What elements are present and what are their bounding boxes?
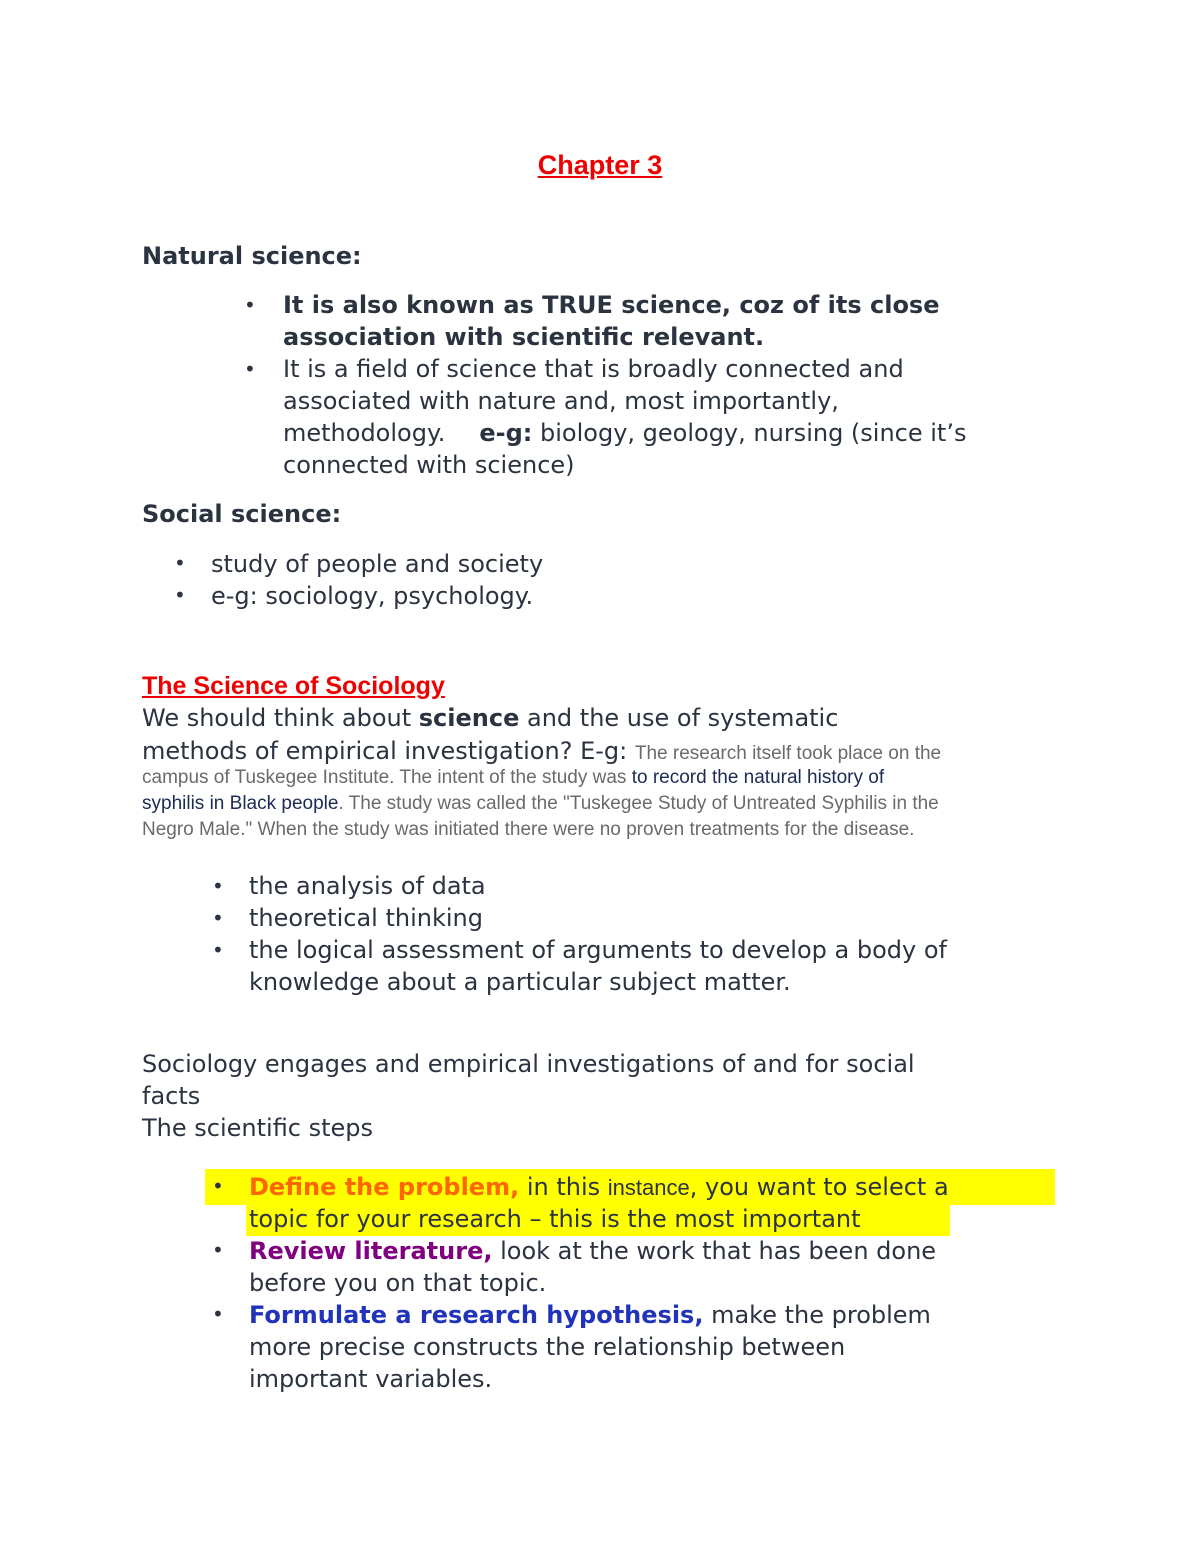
natural-item-1-line-1: It is also known as TRUE science, coz of its close (283, 291, 940, 319)
bullet-icon: • (244, 357, 256, 381)
sociology-line-2 (142, 735, 941, 770)
step-1-instance: instance (607, 1175, 690, 1200)
social-science-heading: Social science: (142, 500, 342, 528)
bullet-icon: • (174, 583, 186, 607)
sociology-line-1-text-c: and the use of systematic (519, 704, 839, 732)
step-2-label: Review literature, (249, 1237, 493, 1265)
sociology-line-2-text-a: methods of empirical investigation? E-g: (142, 737, 635, 765)
tuskegee-text-2a: campus of Tuskegee Institute. The intent of the study was (142, 767, 632, 788)
step-1-line-1 (249, 1171, 949, 1204)
natural-science-heading: Natural science: (142, 242, 362, 270)
methodology-text: methodology. (283, 419, 446, 447)
sociology-item-2: theoretical thinking (249, 904, 483, 932)
bullet-icon: • (212, 938, 224, 962)
bullet-icon: • (244, 293, 256, 317)
eg-label: e-g: (479, 419, 533, 447)
step-1-text-a: in this (519, 1173, 608, 1201)
sociology-item-3-line-2: knowledge about a particular subject matter. (249, 968, 791, 996)
scientific-steps-label: The scientific steps (142, 1114, 374, 1142)
bullet-icon: • (212, 874, 224, 898)
natural-item-2-line-3 (283, 417, 966, 449)
step-1-text-c: , you want to select a (689, 1173, 949, 1201)
step-2-line-1 (249, 1235, 936, 1267)
sociology-heading: The Science of Sociology (142, 672, 445, 700)
bullet-icon: • (212, 1238, 224, 1262)
step-2-text: look at the work that has been done (492, 1237, 937, 1265)
engages-line-1: Sociology engages and empirical investigations of and for social (142, 1050, 915, 1078)
social-item-2: e-g: sociology, psychology. (211, 582, 534, 610)
step-1-label: Define the problem, (249, 1173, 520, 1201)
natural-item-2-line-1: It is a field of science that is broadly connected and (283, 355, 904, 383)
sociology-line-4 (142, 793, 939, 815)
eg-examples: biology, geology, nursing (since it’s (540, 419, 967, 447)
step-3-text: make the problem (703, 1301, 931, 1329)
science-bold: science (418, 704, 520, 732)
social-item-1: study of people and society (211, 550, 544, 578)
step-3-line-1 (249, 1299, 931, 1331)
bullet-icon: • (212, 1302, 224, 1326)
step-3-line-2: more precise constructs the relationship between (249, 1333, 846, 1361)
sociology-item-3-line-1: the logical assessment of arguments to develop a body of (249, 936, 947, 964)
natural-item-2-line-4: connected with science) (283, 451, 575, 479)
natural-item-2-line-2: associated with nature and, most importantly, (283, 387, 839, 415)
engages-line-2: facts (142, 1082, 201, 1110)
bullet-icon: • (212, 1174, 224, 1198)
sociology-line-1 (142, 702, 838, 734)
tuskegee-text-3a: syphilis in Black people (142, 793, 339, 814)
bullet-icon: • (212, 906, 224, 930)
natural-item-1-line-2: association with scientific relevant. (283, 323, 765, 351)
tuskegee-text-start: The research itself took place on the (634, 743, 942, 764)
bullet-icon: • (174, 551, 186, 575)
step-1-line-2: topic for your research – this is the most important (249, 1205, 861, 1233)
step-3-line-3: important variables. (249, 1365, 493, 1393)
tuskegee-text-3b: . The study was called the "Tuskegee Study of Untreated Syphilis in the (338, 793, 939, 814)
sociology-item-1: the analysis of data (249, 872, 486, 900)
sociology-line-5: Negro Male." When the study was initiated there were no proven treatments for the disease. (142, 819, 915, 840)
step-3-label: Formulate a research hypothesis, (249, 1301, 704, 1329)
sociology-line-3 (142, 767, 884, 789)
step-2-line-2: before you on that topic. (249, 1269, 547, 1297)
sociology-line-1-text-a: We should think about (142, 704, 419, 732)
tuskegee-text-2b: to record the natural history of (631, 767, 885, 788)
page-title: Chapter 3 (537, 150, 663, 180)
